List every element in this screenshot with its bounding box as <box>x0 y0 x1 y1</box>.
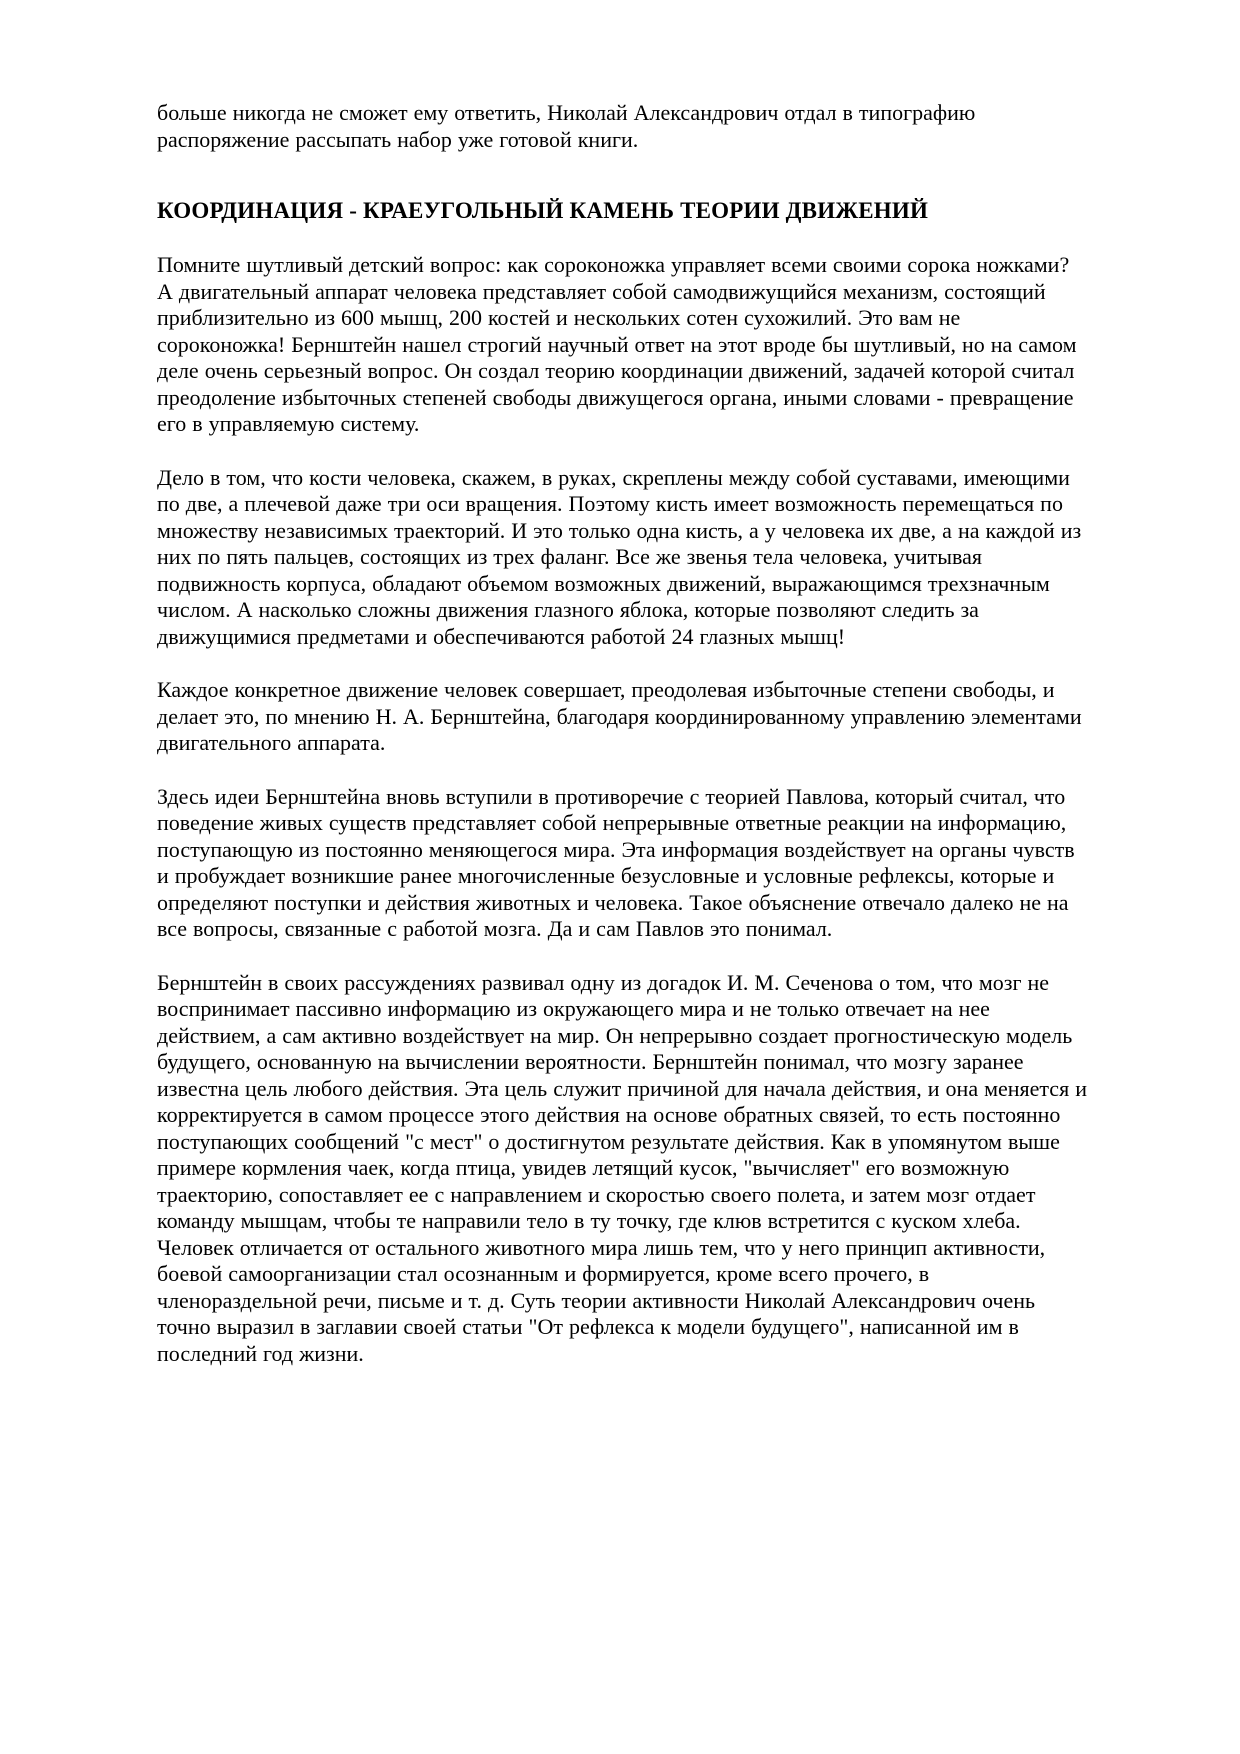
paragraph-concrete-movement: Каждое конкретное движение человек совершает, преодолевая избыточные степени свободы, и делает это, по мнению Н. А. Бернштейна, благодаря координированному управлению элементами двигательного аппарата. <box>157 677 1082 755</box>
document-content <box>157 100 1087 1367</box>
paragraph-sechenov-activity-theory: Бернштейн в своих рассуждениях развивал одну из догадок И. М. Сеченова о том, что мозг не воспринимает пассивно информацию из окружающего мира и не только отвечает на нее действием, а сам активно воздействует на мир. Он непрерывно создает прогностическую модель будущего, основанную на вычислении вероятности. Бернштейн понимал, что мозгу заранее известна цель любого действия. Эта цель служит причиной для начала действия, и она меняется и корректируется в самом процессе этого действия на основе обратных связей, то есть постоянно поступающих сообщений "с мест" о достигнутом результате действия. Как в упомянутом выше примере кормления чаек, когда птица, увидев летящий кусок, "вычисляет" его возможную траекторию, сопоставляет ее с направлением и скоростью своего полета, и затем мозг отдает команду мышцам, чтобы те направили тело в ту точку, где клюв встретится с куском хлеба. Человек отличается от остального животного мира лишь тем, что у него принцип активности, боевой самоорганизации стал осознанным и формируется, кроме всего прочего, в членораздельной речи, письме и т. д. Суть теории активности Николай Александрович очень точно выразил в заглавии своей статьи "От рефлекса к модели будущего", написанной им в последний год жизни. <box>157 969 1087 1366</box>
section-heading: КООРДИНАЦИЯ - КРАЕУГОЛЬНЫЙ КАМЕНЬ ТЕОРИИ ДВИЖЕНИЙ <box>157 198 929 223</box>
paragraph-pavlov-contradiction: Здесь идеи Бернштейна вновь вступили в противоречие с теорией Павлова, который считал, что поведение живых существ представляет собой непрерывные ответные реакции на информацию, поступающую из постоянно меняющегося мира. Эта информация воздействует на органы чувств и пробуждает возникшие ранее многочисленные безусловные и условные рефлексы, которые и определяют поступки и действия животных и человека. Такое объяснение отвечало далеко не на все вопросы, связанные с работой мозга. Да и сам Павлов это понимал. <box>157 783 1075 941</box>
intro-paragraph: больше никогда не сможет ему ответить, Николай Александрович отдал в типографию распоряжение рассыпать набор уже готовой книги. <box>157 100 976 152</box>
paragraph-bones-joints: Дело в том, что кости человека, скажем, в руках, скреплены между собой суставами, имеющими по две, а плечевой даже три оси вращения. Поэтому кисть имеет возможность перемещаться по множеству независимых траекторий. И это только одна кисть, а у человека их две, а на каждой из них по пять пальцев, состоящих из трех фаланг. Все же звенья тела человека, учитывая подвижность корпуса, обладают объемом возможных движений, выражающимся трехзначным числом. А насколько сложны движения глазного яблока, которые позволяют следить за движущимися предметами и обеспечиваются работой 24 глазных мышц! <box>157 464 1082 649</box>
paragraph-coordination-question: Помните шутливый детский вопрос: как сороконожка управляет всеми своими сорока ножками? А двигательный аппарат человека представляет собой самодвижущийся механизм, состоящий приблизительно из 600 мышц, 200 костей и нескольких сотен сухожилий. Это вам не сороконожка! Бернштейн нашел строгий научный ответ на этот вроде бы шутливый, но на самом деле очень серьезный вопрос. Он создал теорию координации движений, задачей которой считал преодоление избыточных степеней свободы движущегося органа, иными словами - превращение его в управляемую систему. <box>157 252 1077 436</box>
